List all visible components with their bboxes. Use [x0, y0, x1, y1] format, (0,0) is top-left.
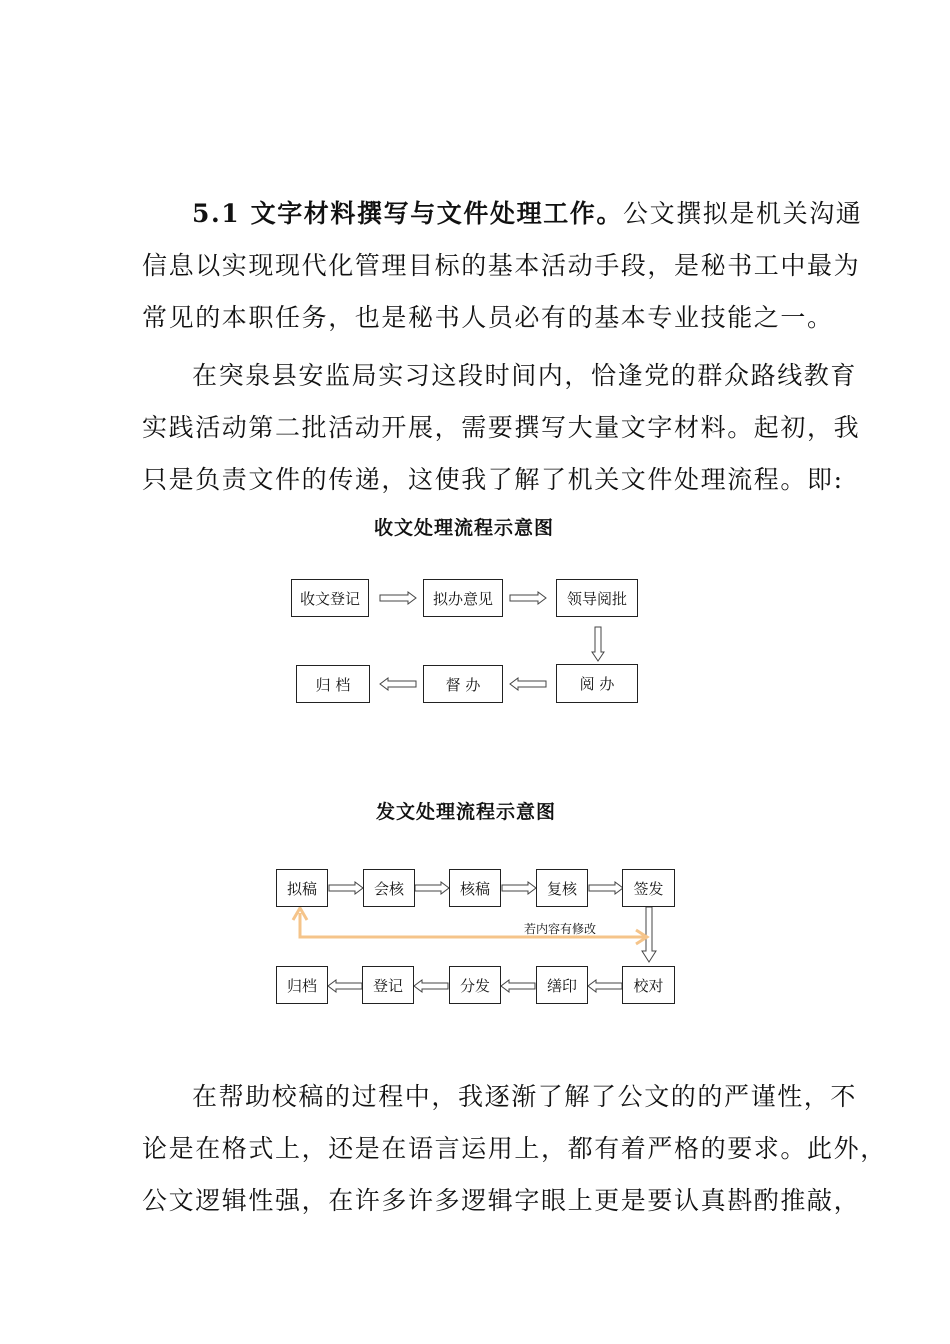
step-draft-opinion: 拟办意见	[423, 579, 503, 617]
paragraph-3-line-2: 论是在格式上，还是在语言运用上，都有着严格的要求。此外，	[142, 1134, 887, 1163]
paragraph-2-line-2: 实践活动第二批活动开展，需要撰写大量文字材料。起初，我	[142, 413, 861, 442]
step-file: 归档	[276, 966, 328, 1004]
step-sign-issue: 签发	[622, 869, 675, 907]
send-flow-title: 发文处理流程示意图	[376, 801, 557, 823]
step-print: 缮印	[536, 966, 588, 1004]
arrow-left	[501, 980, 535, 992]
paragraph-3	[142, 1071, 887, 1227]
arrow-left	[588, 980, 622, 992]
step-draft: 拟稿	[276, 869, 328, 907]
paragraph-1-line-2: 信息以实现现代化管理目标的基本活动手段，是秘书工中最为	[142, 251, 861, 280]
arrow-left	[328, 980, 362, 992]
paragraph-1-line-3: 常见的本职任务，也是秘书人员必有的基本专业技能之一。	[142, 303, 834, 332]
paragraph-2-line-1: 在突泉县安监局实习这段时间内，恰逢党的群众路线教育	[192, 361, 858, 390]
arrow-right	[589, 882, 623, 894]
step-register: 登记	[362, 966, 414, 1004]
arrow-left	[414, 980, 448, 992]
arrow-left	[380, 678, 416, 690]
step-proofread-draft: 核稿	[449, 869, 501, 907]
step-receive-register: 收文登记	[291, 579, 369, 617]
arrow-right	[415, 882, 449, 894]
step-distribute: 分发	[449, 966, 501, 1004]
step-leader-review: 领导阅批	[556, 579, 638, 617]
paragraph-2-line-3: 只是负责文件的传递，这使我了解了机关文件处理流程。即:	[142, 465, 844, 494]
arrow-right	[329, 882, 363, 894]
step-read-handle: 阅 办	[556, 664, 638, 703]
step-collate: 校对	[622, 966, 675, 1004]
arrow-right	[380, 592, 416, 604]
section-heading: 5.1 文字材料撰写与文件处理工作。	[192, 199, 623, 228]
paragraph-3-line-3: 公文逻辑性强，在许多许多逻辑字眼上更是要认真斟酌推敲，	[142, 1186, 861, 1215]
arrow-left	[510, 678, 546, 690]
revision-note: 若内容有修改	[524, 922, 597, 936]
arrow-right	[510, 592, 546, 604]
paragraph-3-line-1: 在帮助校稿的过程中，我逐渐了解了公文的的严谨性，不	[192, 1082, 858, 1111]
step-supervise: 督 办	[423, 665, 503, 703]
receive-flow-title: 收文处理流程示意图	[374, 517, 555, 539]
step-archive: 归 档	[296, 665, 370, 703]
arrow-right	[502, 882, 536, 894]
step-co-review: 会核	[363, 869, 415, 907]
step-recheck: 复核	[536, 869, 588, 907]
arrow-down	[592, 627, 604, 661]
paragraph-1-line-1: 5.1 文字材料撰写与文件处理工作。公文撰拟是机关沟通	[192, 199, 863, 228]
